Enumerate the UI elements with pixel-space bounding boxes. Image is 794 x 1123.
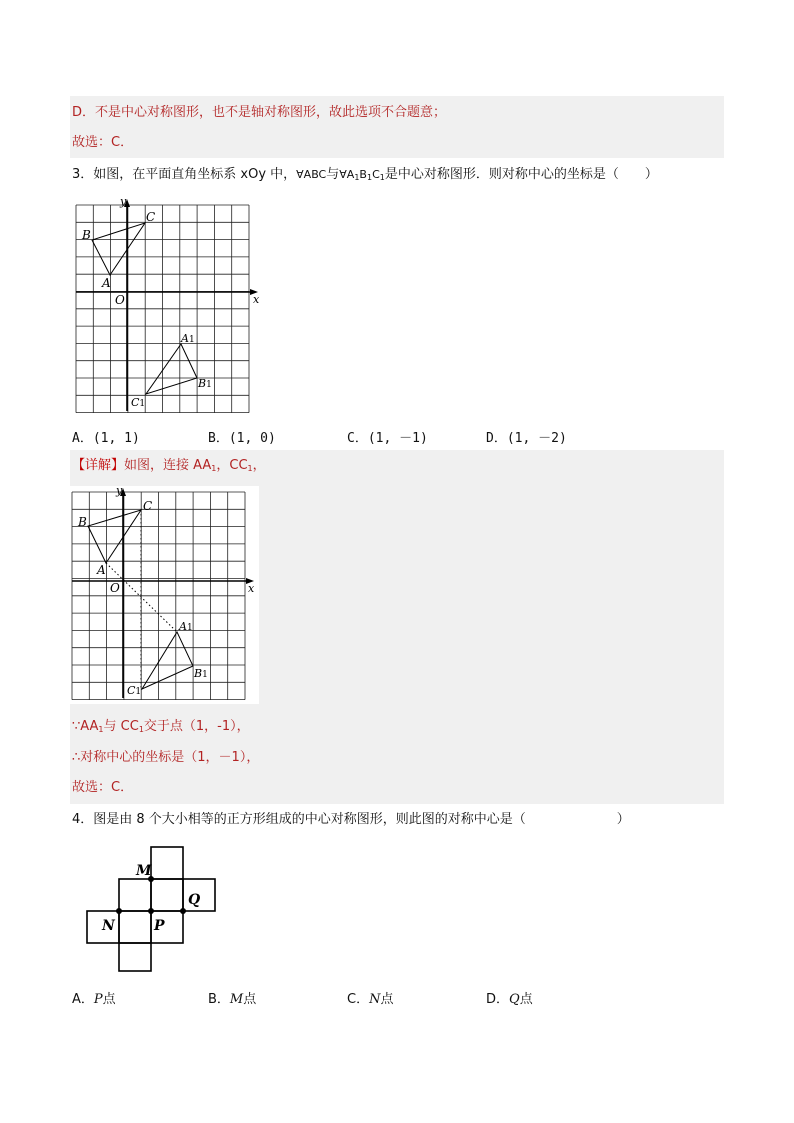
q3-tri2-c: C	[372, 168, 380, 181]
sub-1: 1	[354, 173, 360, 182]
detail-bracket: 【详解】	[72, 458, 125, 473]
sub-1: 1	[211, 464, 217, 473]
question-4-stem: 4．图是由 8 个大小相等的正方形组成的中心对称图形，则此图的对称中心是（ ）	[72, 812, 630, 827]
q4-option-a[interactable]: A．P点	[72, 992, 116, 1007]
label-c1: C1	[127, 684, 142, 697]
label-x: x	[253, 293, 260, 306]
label-q: Q	[188, 892, 201, 908]
solution-intro	[72, 457, 266, 478]
label-a1: A1	[179, 620, 193, 633]
q3-stem-end: 是中心对称图形．则对称中心的坐标是（ ）	[384, 167, 658, 182]
sub-1: 1	[366, 173, 373, 182]
sol-with-cc: 与 CC	[103, 719, 139, 734]
square	[119, 911, 151, 943]
label-b: B	[82, 228, 91, 242]
q4-option-b[interactable]: B．M点	[208, 992, 257, 1007]
label-y: y	[120, 195, 127, 208]
label-n: N	[102, 918, 115, 934]
option-d-explanation: D．不是中心对称图形，也不是轴对称图形，故此选项不合题意；	[72, 105, 447, 120]
q3-option-d[interactable]: D．(1, －2)	[486, 431, 567, 446]
q3-option-b[interactable]: B．(1, 0)	[208, 431, 276, 446]
sol-connect: 如图，连接 AA	[124, 458, 212, 473]
q3-stem-start: 3．如图，在平面直角坐标系 xOy 中，	[72, 167, 297, 182]
solution-because	[72, 718, 250, 739]
triangle-a1b1c1	[142, 632, 193, 689]
label-origin: O	[115, 293, 125, 307]
sub-1: 1	[138, 725, 144, 734]
label-b1: B1	[194, 667, 208, 680]
square	[119, 879, 151, 911]
q3-coordinate-figure	[60, 195, 260, 415]
label-c: C	[146, 210, 156, 224]
sol-aa1: ∵AA	[72, 719, 99, 734]
sol-comma: ，	[252, 458, 266, 473]
label-origin: O	[110, 581, 120, 595]
point-p	[148, 908, 154, 914]
q4-squares-figure	[84, 844, 224, 974]
sol-intersect: 交于点（1，-1），	[143, 719, 250, 734]
label-x: x	[248, 582, 255, 595]
triangle-a1b1c1	[146, 344, 197, 394]
q3-option-c[interactable]: C．(1, －1)	[347, 431, 428, 446]
point-q	[180, 908, 186, 914]
q3-tri2-b: B	[359, 168, 367, 181]
question-3-stem	[72, 166, 658, 187]
label-b1: B1	[198, 377, 212, 390]
label-c1: C1	[131, 396, 146, 409]
q3-and: 与	[326, 167, 340, 182]
label-c: C	[143, 499, 153, 513]
q4-option-d[interactable]: D．Q点	[486, 992, 533, 1007]
sub-1: 1	[98, 725, 104, 734]
q3-tri2-a: ∀A	[339, 168, 355, 181]
q3-option-a[interactable]: A．(1, 1)	[72, 431, 140, 446]
label-a1: A1	[181, 332, 195, 345]
square	[119, 943, 151, 971]
solution-answer: 故选：C．	[72, 780, 134, 795]
solution-therefore: ∴对称中心的坐标是（1，－1），	[72, 750, 260, 765]
triangle-abc	[88, 510, 141, 563]
square	[151, 879, 183, 911]
sub-1: 1	[247, 464, 253, 473]
label-b: B	[78, 515, 87, 529]
point-n	[116, 908, 122, 914]
sol-cc: ，CC	[216, 458, 248, 473]
previous-answer: 故选：C．	[72, 135, 134, 150]
label-a: A	[102, 276, 111, 290]
square	[151, 847, 183, 879]
solution-coordinate-figure	[60, 484, 260, 704]
sub-1: 1	[379, 173, 385, 182]
label-a: A	[97, 563, 106, 577]
label-m: M	[136, 863, 152, 879]
label-p: P	[154, 918, 165, 934]
q4-option-c[interactable]: C．N点	[347, 992, 394, 1007]
triangle-abc	[92, 223, 145, 275]
label-y: y	[116, 484, 123, 497]
q3-triangle-abc: ∀ABC	[296, 168, 327, 181]
